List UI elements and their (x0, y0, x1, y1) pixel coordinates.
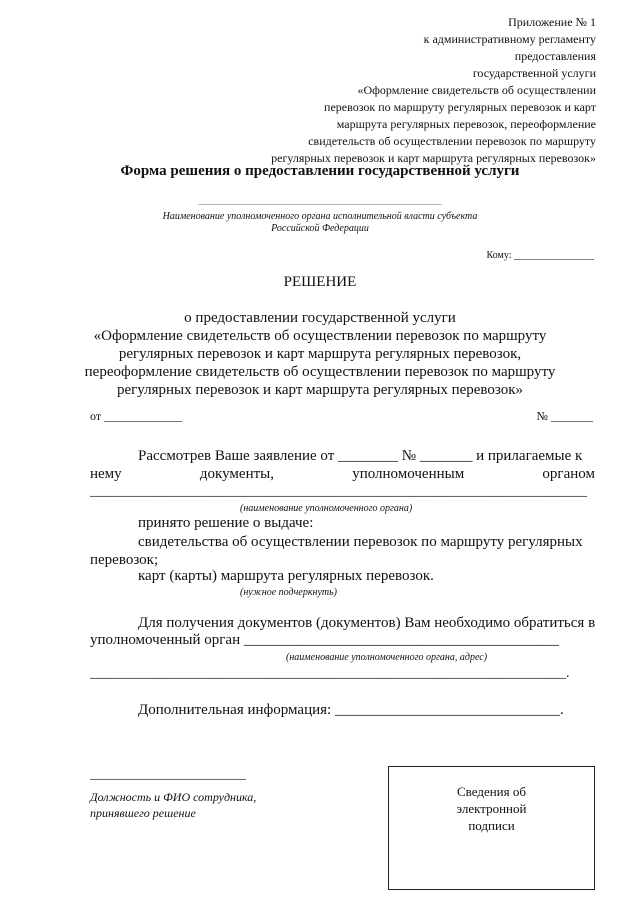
address-blank-line: ____________________________________________________________________. (90, 666, 570, 681)
appendix-line: предоставления (514, 49, 596, 63)
para1-word: нему (90, 466, 122, 482)
recipient-field: Кому: ________________ (486, 250, 594, 261)
para1-word: документы, (199, 466, 274, 482)
electronic-signature-box (388, 766, 595, 890)
number-field: № _______ (536, 409, 593, 423)
underline-caption: (нужное подчеркнуть) (240, 587, 337, 598)
address-caption: (наименование уполномоченного органа, адрес) (286, 652, 488, 663)
signature-box-line: подписи (468, 818, 515, 833)
appendix-line: свидетельств об осуществлении перевозок по маршруту (308, 134, 596, 148)
authority-caption: Российской Федерации (271, 223, 369, 234)
para1-word: органом (542, 466, 595, 482)
authority-blank-caption: (наименование уполномоченного органа) (240, 503, 413, 514)
appendix-line: «Оформление свидетельств об осуществлении (357, 83, 596, 97)
authority-name-line: ______________________________________________________ (198, 196, 442, 206)
signer-caption: принявшего решение (90, 806, 196, 820)
decision-line: регулярных перевозок и карт маршрута регулярных перевозок, (118, 346, 522, 362)
signature-box-line: электронной (456, 801, 527, 816)
appendix-line: к административному регламенту (423, 32, 596, 46)
appendix-line: регулярных перевозок и карт маршрута регулярных перевозок» (271, 151, 596, 165)
decision-line: переоформление свидетельств об осуществлении перевозок по маршруту (84, 364, 556, 380)
authority-blank-line: _______________________________________________________________________ (90, 484, 587, 499)
para2-line: Для получения документов (документов) Вам необходимо обратиться в (138, 615, 596, 631)
date-field: от _____________ (90, 409, 183, 423)
para1-justified-line (90, 466, 595, 483)
additional-info: Дополнительная информация: ______________________________. (138, 702, 564, 718)
authority-caption: Наименование уполномоченного органа исполнительной власти субъекта (162, 211, 478, 222)
appendix-line: маршрута регулярных перевозок, переоформление (336, 117, 596, 131)
signer-line: ________________________ (90, 766, 246, 781)
decision-made: принято решение о выдаче: (138, 515, 314, 531)
appendix-header (271, 14, 596, 167)
decision-line: о предоставлении государственной услуги (184, 310, 456, 326)
signature-box-line: Сведения об (457, 784, 526, 799)
decision-subject (0, 309, 640, 399)
para1-word: уполномоченным (352, 466, 465, 482)
item-certificate-cont: перевозок; (90, 552, 159, 568)
para1-line: Рассмотрев Ваше заявление от ________ № _______ и прилагаемые к (138, 448, 583, 464)
decision-heading: РЕШЕНИЕ (283, 274, 357, 290)
decision-line: «Оформление свидетельств об осуществлении перевозок по маршруту (93, 328, 547, 344)
form-title: Форма решения о предоставлении государственной услуги (120, 163, 520, 179)
decision-line: регулярных перевозок и карт маршрута регулярных перевозок» (116, 382, 524, 398)
appendix-line: перевозок по маршруту регулярных перевозок и карт (324, 100, 596, 114)
para2-line: уполномоченный орган __________________________________________ (90, 632, 559, 648)
appendix-line: Приложение № 1 (508, 15, 596, 29)
item-cards: карт (карты) маршрута регулярных перевозок. (138, 568, 434, 584)
appendix-line: государственной услуги (472, 66, 596, 80)
item-certificate: свидетельства об осуществлении перевозок по маршруту регулярных (138, 534, 583, 550)
signer-caption: Должность и ФИО сотрудника, (90, 790, 257, 804)
